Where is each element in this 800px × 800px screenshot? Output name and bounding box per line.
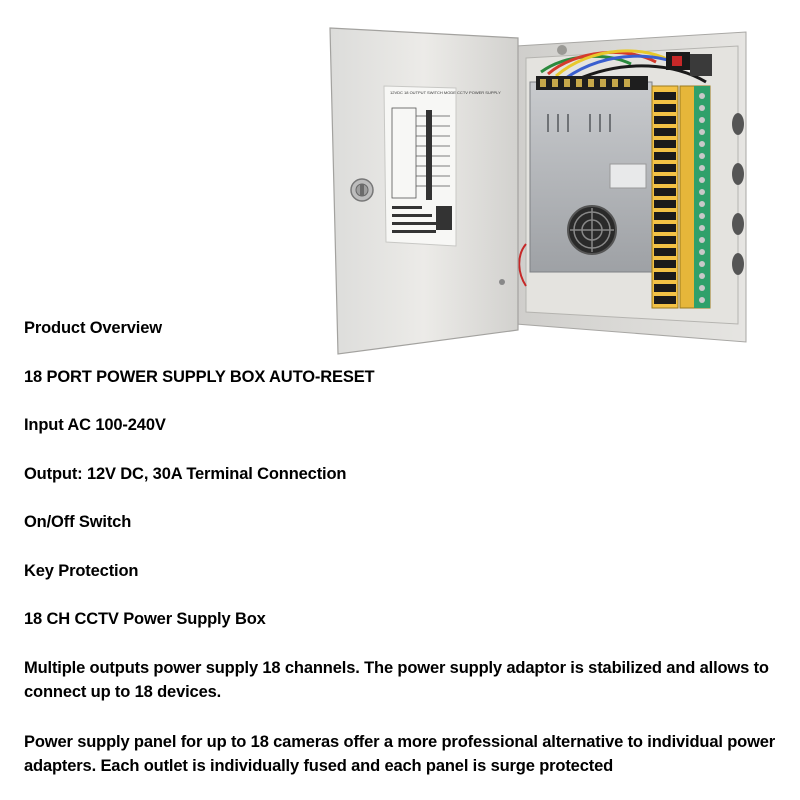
switch-feature: On/Off Switch	[24, 513, 132, 531]
key-feature: Key Protection	[24, 562, 139, 580]
door-label-text: 12VDC 18 OUTPUT SWITCH MODE CCTV POWER SUPPLY	[390, 90, 501, 95]
product-overview-heading: Product Overview	[24, 319, 162, 337]
description-paragraph-1: Multiple outputs power supply 18 channels. The power supply adaptor is stabilized and allows to connect up to 18 devices.	[24, 659, 769, 701]
output-spec: Output: 12V DC, 30A Terminal Connection	[24, 465, 347, 483]
product-image	[326, 24, 756, 358]
product-title: 18 PORT POWER SUPPLY BOX AUTO-RESET	[24, 368, 375, 386]
box-name: 18 CH CCTV Power Supply Box	[24, 610, 266, 628]
input-spec: Input AC 100-240V	[24, 416, 166, 434]
description-paragraph-2: Power supply panel for up to 18 cameras offer a more professional alternative to individual power adapters. Each outlet is individually fused and each panel is surge protected	[24, 733, 776, 775]
